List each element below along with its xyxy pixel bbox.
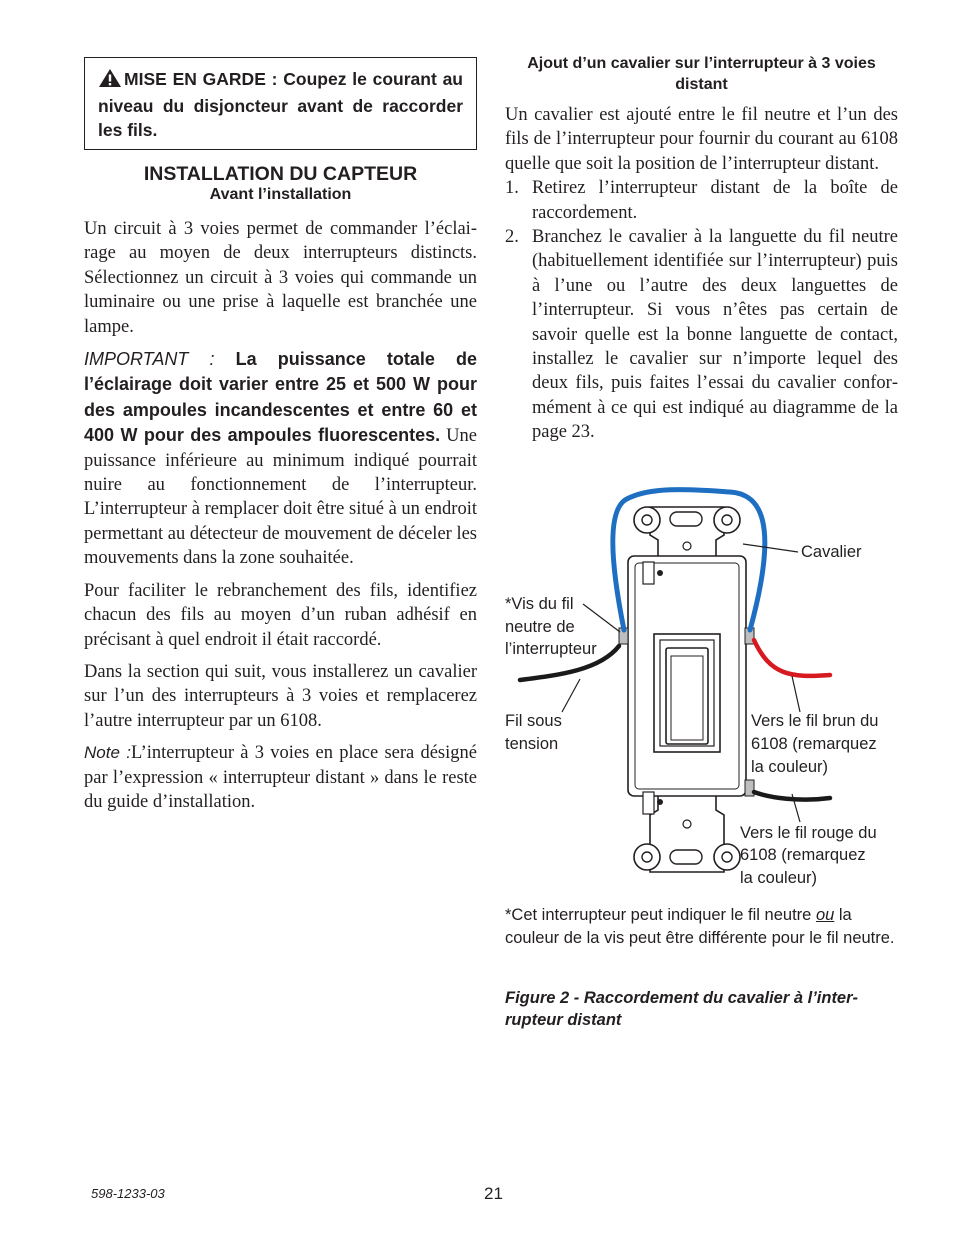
paragraph-jumper-intro: Un cavalier est ajouté entre le fil neutre et l’un des fils de l’interrupteur pour fournir du courant au 6108 quelle que soit la position de l’interrupteur distant.: [505, 105, 898, 174]
list-item: 2. Branchez le cavalier à la languette du fil neutre (habituellement identifiée sur l’interrupteur) puis à l’une ou l’autre des deux languettes de l’interrupteur. Si vous n’êtes pas certain de savoir quelle est la bonne languette de contact, installez le cavalier sur n’importe lequel des deux fils, puis faites l’essai du cavalier conformément à ce qui est indiqué au diagramme de la page 23.: [505, 227, 898, 443]
label-vis-line1: *Vis du fil: [505, 595, 574, 613]
figure-footnote: *Cet interrupteur peut indiquer le fil neutre ou la couleur de la vis peut être différente pour le fil neutre.: [505, 906, 895, 947]
page-number: 21: [484, 1184, 503, 1203]
important-lead: IMPORTANT :: [84, 349, 236, 370]
label-fil-line1: Fil sous: [505, 712, 562, 730]
footnote-emphasis: ou: [815, 906, 835, 924]
warning-text: Coupez le courant au niveau du disjoncteur avant de raccorder les fils.: [98, 69, 463, 140]
list-item: 1. Retirez l’interrupteur distant de la boîte de raccordement.: [505, 178, 898, 223]
right-column: [505, 53, 898, 445]
red-wire: [754, 640, 830, 676]
note-lead: Note :: [84, 743, 131, 763]
section-subheading: Avant l’installation: [209, 186, 352, 203]
important-bold-text: La puissance totale de l’éclairage doit varier entre 25 et 500 W pour des ampoules incandescentes et entre 60 et 400 W pour des ampoules fluorescentes.: [84, 349, 477, 446]
paragraph-section-intro: Dans la section qui suit, vous installerez un cavalier sur l’un des interrupteurs à 3 voies et remplacerez l’autre interrupteur par un 6108.: [84, 661, 477, 731]
label-brun-line3: la couleur): [751, 758, 829, 776]
important-rest-text: Une puissance inférieure au minimum indiqué pourrait nuire au fonctionnement de l’interrupteur. L’interrupteur à remplacer doit être situé à un endroit permettant au détecteur de mouvement de déceler les mouvements dans la zone souhaitée.: [84, 426, 477, 569]
figure-caption: Figure 2 - Raccordement du cavalier à l’interrupteur distant: [505, 989, 859, 1029]
left-column: [84, 57, 477, 814]
paragraph-circuit: Un circuit à 3 voies permet de commander l’éclairage au moyen de deux interrupteurs distincts. Sélectionnez un circuit à 3 voies qui commande un luminaire ou une prise à laquelle est branchée une lampe.: [84, 219, 477, 337]
warning-triangle-icon: [98, 68, 122, 94]
steps-list: [505, 176, 898, 444]
label-brun-line2: 6108 (remarquez: [751, 735, 877, 753]
label-vis-line3: l’interrupteur: [505, 640, 597, 658]
jumper-section-heading: Ajout d’un cavalier sur l’interrupteur à 3 voies distant: [527, 55, 876, 93]
warning-label: MISE EN GARDE :: [124, 69, 278, 89]
label-rouge-line3: la couleur): [740, 869, 818, 887]
label-vis-line2: neutre de: [505, 618, 575, 636]
document-number: 598-1233-03: [91, 1186, 165, 1201]
paragraph-labeling: Pour faciliter le rebranchement des fils, identifiez chacun des fils au moyen d’un ruban adhésif en précisant à quel endroit il était raccordé.: [84, 580, 477, 650]
wiring-figure: [500, 480, 910, 900]
label-rouge-line2: 6108 (remarquez: [740, 846, 866, 864]
note-text: L’interrupteur à 3 voies en place sera désigné par l’expression « interrupteur distant » dans le reste du guide d’installation.: [84, 743, 477, 812]
label-cavalier: Cavalier: [801, 543, 862, 561]
label-fil-line2: tension: [505, 735, 559, 753]
label-rouge-line1: Vers le fil rouge du: [740, 824, 877, 842]
label-brun-line1: Vers le fil brun du: [751, 712, 879, 730]
paragraph-note: [84, 741, 477, 814]
warning-box: [84, 57, 477, 150]
section-heading: INSTALLATION DU CAPTEUR: [143, 163, 418, 185]
toggle-lever: [666, 648, 708, 744]
paragraph-important: [84, 347, 477, 571]
